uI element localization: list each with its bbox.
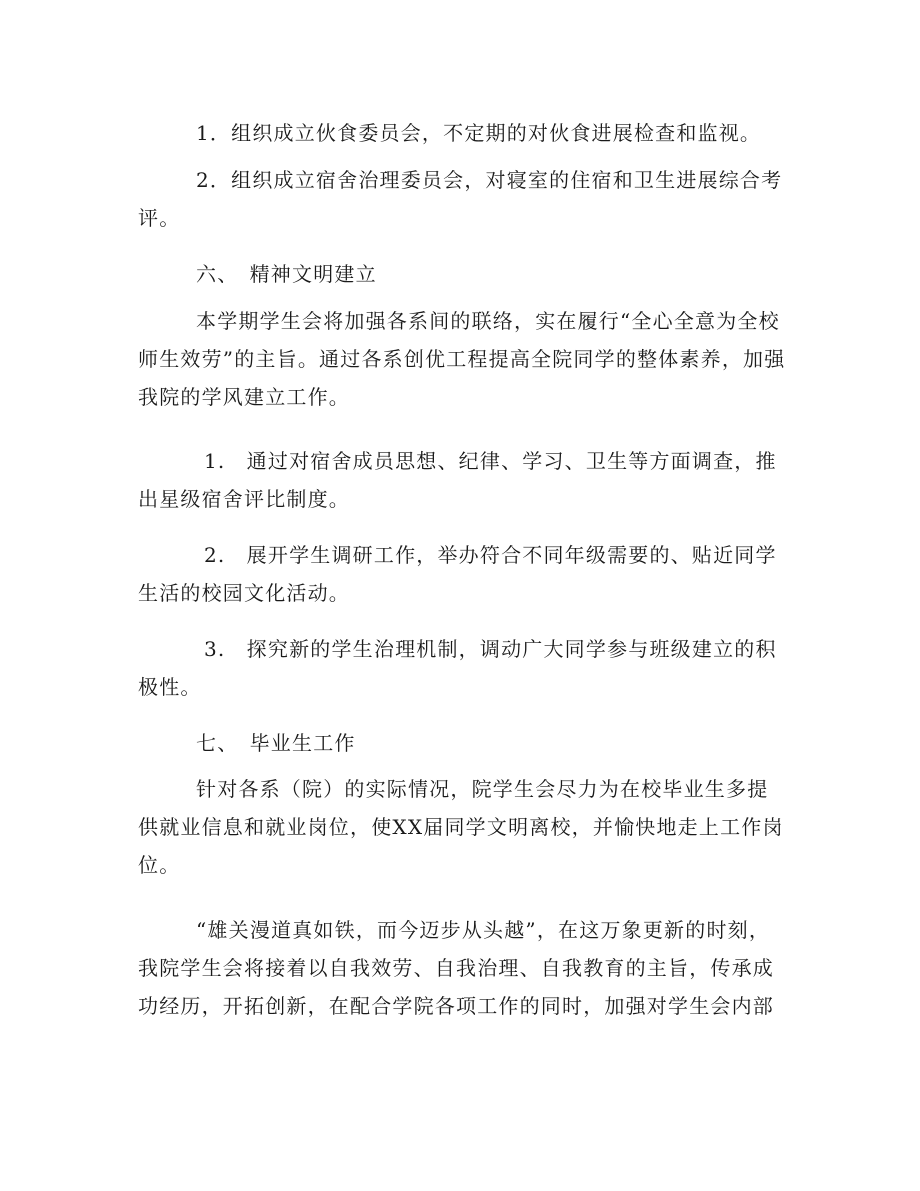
paragraph-item-6-2: 2. 展开学生调研工作，举办符合不同年级需要的、贴近同学生活的校园文化活动。: [138, 543, 777, 605]
paragraph-section-7-body: 针对各系（院）的实际情况，院学生会尽力为在校毕业生多提供就业信息和就业岗位，使XX届同学文明离校，并愉快地走上工作岗位。: [138, 777, 784, 877]
section-heading-7: 七、 毕业生工作: [196, 731, 356, 755]
paragraph-item-6-1: 1. 通过对宿舍成员思想、纪律、学习、卫生等方面调查，推出星级宿舍评比制度。: [138, 449, 777, 511]
paragraph-section-6-intro: 本学期学生会将加强各系间的联络，实在履行“全心全意为全校师生效劳”的主旨。通过各系创优工程提高全院同学的整体素养，加强我院的学风建立工作。: [138, 309, 786, 409]
paragraph-closing: “雄关漫道真如铁，而今迈步从头越”，在这万象更新的时刻，我院学生会将接着以自我效劳、自我治理、自我教育的主旨，传承成功经历，开拓创新，在配合学院各项工作的同时，加强对学生会内部: [138, 918, 774, 1018]
paragraph-item-2: 2．组织成立宿舍治理委员会，对寝室的住宿和卫生进展综合考评。: [138, 168, 783, 230]
paragraph-item-6-3: 3. 探究新的学生治理机制，调动广大同学参与班级建立的积极性。: [138, 637, 777, 699]
paragraph-item-1: 1．组织成立伙食委员会，不定期的对伙食进展检查和监视。: [196, 121, 762, 145]
section-heading-6: 六、 精神文明建立: [196, 262, 377, 286]
